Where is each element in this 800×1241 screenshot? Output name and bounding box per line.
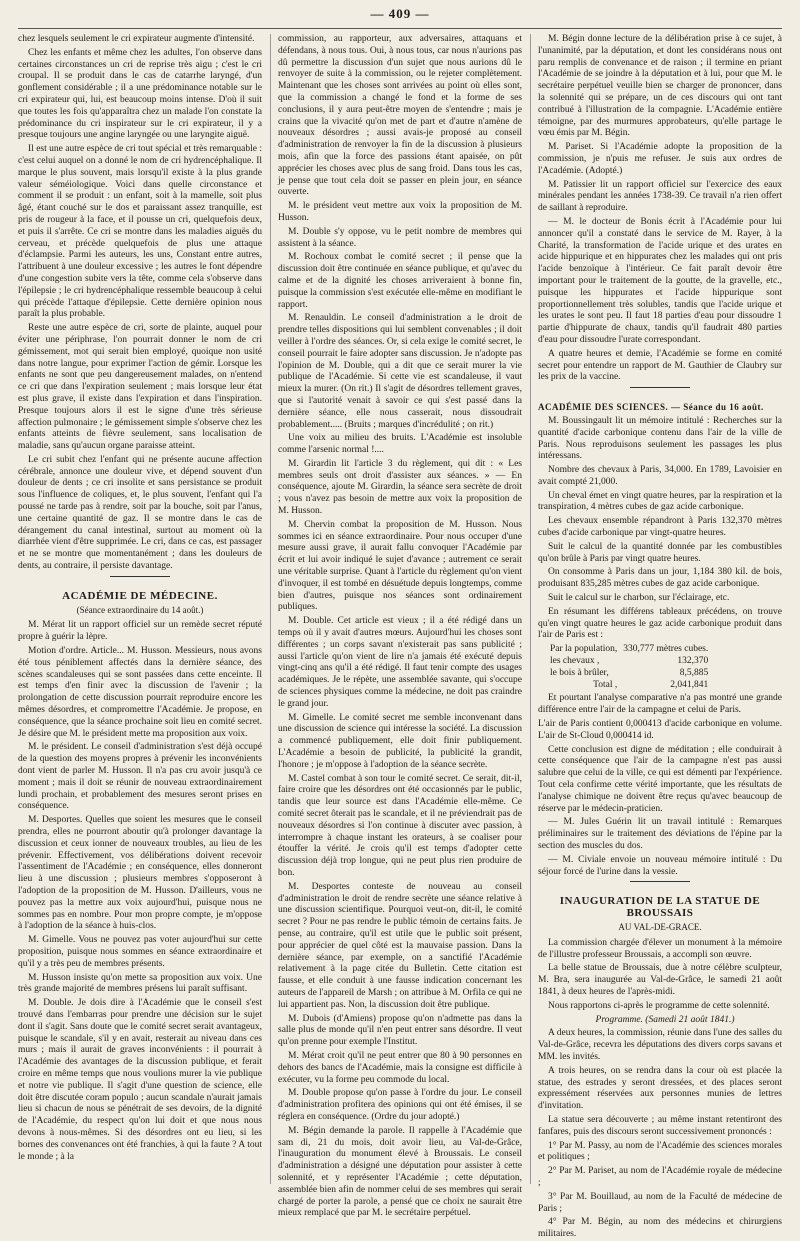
paragraph: A trois heures, on se rendra dans la cour où est placée la statue, des estrades y seront dressées, et des places seront expressément réservées aux personnes munies de lettres d'invitation. bbox=[538, 1065, 782, 1112]
header-rule bbox=[18, 28, 782, 29]
table-cell: Par la population, bbox=[550, 644, 618, 655]
programme-heading: Programme. (Samedi 21 août 1841.) bbox=[595, 1014, 735, 1025]
list-item: 3° Par M. Bouillaud, au nom de la Faculté de médecine de Paris ; bbox=[538, 1191, 782, 1214]
list-item: 4° Par M. Bégin, au nom des médecins et chirurgiens militaires. bbox=[538, 1217, 782, 1240]
section-title-inauguration: INAUGURATION DE LA STATUE DE BROUSSAIS bbox=[559, 895, 761, 920]
paragraph: Reste une autre espèce de cri, sorte de plainte, auquel pour éviter une périphrase, l'on pourrait donner le nom de cri gémissement, mot qui serait bien employé, quoique non usité dans notre langue, pour exprimer l'action de gémir. Lorsque les enfants ne sont que peu dangereusement malades, on n'entend ce cri que dans l'expiration seulement ; mais lorsque leur état est plus grave, il existe dans l'expiration et dans l'inspiration. Presque toujours alors il est le signe d'une très sérieuse affection pulmonaire ; le gémissement simple s'observe chez les enfants atteints de fièvre seulement, sans localisation de maladie, sans qu'aucun organe paraisse atteint. bbox=[18, 323, 262, 452]
paragraph: Les chevaux ensemble répandront à Paris 132,370 mètres cubes d'acide carbonique par vingt-quatre heures. bbox=[538, 516, 782, 539]
paragraph: M. Gimelle. Vous ne pouvez pas voter aujourd'hui sur cette proposition, puisque nous sommes en séance extraordinaire et qu'il y a très peu de membres présents. bbox=[18, 935, 262, 969]
paragraph: A quatre heures et demie, l'Académie se forme en comité secret pour entendre un rapport de M. Gauthier de Claubry sur les prix de la vaccine. bbox=[538, 348, 782, 383]
paragraph: M. Gimelle. Le comité secret me semble inconvenant dans une discussion de science qui intéresse la société. La discussion a commencé publiquement, elle doit finir publiquement. L'Académie a besoin de publicité, la publicité la grandit, l'honore ; je m'oppose à l'adoption de la séance secrète. bbox=[278, 712, 522, 770]
page-number: — 409 — bbox=[370, 6, 430, 21]
paragraph: — M. le docteur de Bonis écrit à l'Académie pour lui annoncer qu'il a constaté dans le service de M. Rayer, à la Charité, la transformation de l'acide urique et des urates en acide hippurique et en hippurates chez les malades qui ont pris l'acide benzoïque à l'intérieur. Ce fait paraît devoir être important pour le traitement de la goutte, de la gravelle, etc., puisque les hippurates et l'acide hippurique sont proportionnellement très solubles, tandis que l'acide urique et les urates le sont peu. Il faut 18 parties d'eau pour dissoudre 1 partie d'hippurate de chaux, tandis qu'il faudrait 480 parties d'eau pour dissoudre l'urate correspondant. bbox=[538, 216, 782, 345]
paragraph: Chez les enfants et même chez les adultes, l'on observe dans certaines circonstances un cri de reprise très aigu ; c'est le cri croupal. Il se produit dans le cas de catarrhe laryngé, d'un gonflement considérable ; il a une prédominance notable sur le cri expirateur qui, lui, est beaucoup moins intense. D'où il suit que toutes les fois qu'apparaîtra chez un malade l'on constate la prédominance du cri inspirateur sur le cri expirateur, il y a presque toujours une angine laryngée ou une laryngite aiguë. bbox=[18, 47, 262, 141]
paragraph: M. Desportes. Quelles que soient les mesures que le conseil prendra, elles ne pourront aboutir qu'à prolonger davantage la discussion et ceux ionner de nouveaux troubles, au lieu de les prévenir. Effectivement, vos délibérations doivent recevoir l'assentiment de l'Académie ; en conséquence, elles donneront lieu à une discussion ; plusieurs membres s'opposeront à l'adoption de la proposition de M. Husson. D'ailleurs, vous ne pouvez pas la mettre aux voix aujourd'hui, puisque nous ne sommes pas en nombre. Pour mon propre compte, je m'oppose à l'adoption de la séance à huis-clos. bbox=[18, 815, 262, 932]
paragraph: M. Dubois (d'Amiens) propose qu'on n'admette pas dans la salle plus de monde qu'il n'en peut entrer sans désordre. Il veut qu'on prenne pour exemple l'Institut. bbox=[278, 1013, 522, 1048]
paragraph: M. Husson insiste qu'on mette sa proposition aux voix. Une très grande majorité de membres présens lui paraît suffisant. bbox=[18, 972, 262, 995]
table-row bbox=[550, 644, 714, 656]
table-cell: 2,041,841 bbox=[670, 679, 709, 690]
paragraph: En résumant les différens tableaux précédens, on trouve qu'en vingt quatre heures le gaz acide carbonique produit dans l'air de Paris est : bbox=[538, 606, 782, 641]
paragraph: M. Chervin combat la proposition de M. Husson. Nous sommes ici en séance extraordinaire. Pour nous occuper d'une mesure aussi grave, il aurait fallu convoquer l'Académie par écrit et lui avoir indiqué le sujet d'avance ; autrement ce serait une véritable surprise. Quant à l'article du règlement qu'on vient d'invoquer, il est tombé en désuétude depuis longtemps, comme bien d'autres, puisque nos séances sont ordinairement publiques. bbox=[278, 519, 522, 613]
table-cell: 8,5,885 bbox=[679, 667, 709, 678]
paragraph: — M. Civiale envoie un nouveau mémoire intitulé : Du séjour forcé de l'urine dans la vessie. bbox=[538, 854, 782, 877]
table-cell: Total , bbox=[593, 679, 618, 690]
list-item: 2° Par M. Pariset, au nom de l'Académie royale de médecine ; bbox=[538, 1166, 782, 1188]
section-subtitle: (Séance extraordinaire du 14 août.) bbox=[76, 604, 204, 615]
paragraph: La statue sera découverte ; au même instant retentiront des fanfares, puis des discours seront successivement prononcés : bbox=[538, 1114, 782, 1137]
paragraph: M. Mérat lit un rapport officiel sur un remède secret réputé propre à guérir la lèpre. bbox=[18, 620, 262, 643]
paragraph: M. Castel combat à son tour le comité secret. Ce serait, dit-il, faire croire que les désordres ont été occasionnés par le public, tandis que leur source est dans l'Académie elle-même. Ce comité secret ôterait pas le scandale, et il ne préviendrait pas de nouveaux désordres si l'on continue à discuter avec passion, à interrompre à chaque instant les orateurs, à se coaliser pour étouffer la vérité. Je crois qu'il est temps d'adopter cette discussion déjà trop longue, qui ne peut plus rien produire de bon. bbox=[278, 773, 522, 878]
column-1 bbox=[18, 34, 262, 1188]
paragraph: M. Double. Cet article est vieux ; il a été rédigé dans un temps où il y avait d'autres mœurs. Aujourd'hui les choses sont différentes ; un corps savant n'existerait pas sans publicité ; aussi l'article qu'on vient de lire n'a jamais été exécuté depuis vingt-cinq ans qu'il a été rédigé. Il faut tenir compte des usages académiques. Je le répète, une assemblée savante, qui s'occupe de sciences physiques comme la médecine, ne doit pas craindre le grand jour. bbox=[278, 616, 522, 709]
table-cell: 132,370 bbox=[677, 656, 709, 667]
section-rule bbox=[110, 576, 170, 577]
column-divider bbox=[270, 34, 271, 1184]
paragraph: M. Double s'y oppose, vu le petit nombre de membres qui assistent à la séance. bbox=[278, 226, 522, 249]
paragraph: commission, au rapporteur, aux adversaires, attaquans et défendans, à nous tous. Oui, à nous tous, car nous n'aurions pas dû permettre la discussion d'un sujet que nous aurions dû le renvoyer de suite à la commission, ou le rejeter complètement. Maintenant que les choses sont arrivées au point où elles sont, que la commission a changé le fond et la forme de ses conclusions, il y aura peut-être moyen de s'entendre ; mais je crains que la vivacité qu'on met de part et d'autre n'amène de nouveaux désordres ; aussi avais-je proposé au conseil d'administration de renvoyer la fin de la discussion à plusieurs mois, afin que la force des passions étant apaisée, on pût apprécier les choses avec plus de sang froid. Dans tous les cas, je pense que tout cela doit se passer en plein jour, en séance ouverte. bbox=[278, 34, 522, 198]
paragraph: M. Mérat croit qu'il ne peut entrer que 80 à 90 personnes en dehors des bancs de l'Académie, mais la consigne est difficile à exécuter, vu la forme peu commode du local. bbox=[278, 1050, 522, 1085]
paragraph: Une voix au milieu des bruits. L'Académie est insoluble comme l'arsenic normal !.... bbox=[278, 433, 522, 456]
paragraph: M. Bégin donne lecture de la délibération prise à ce sujet, à l'unanimité, par la députation, et dont les considérans nous ont paru remplis de convenance et de raison ; il termine en priant l'Académie de se joindre à la députation et à lui, pour que M. le secrétaire perpétuel veuille bien se charger de prononcer, dans la solennité qui se prépare, un de ces discours qui ont tant contribué à l'illustration de la compagnie. L'Académie entière témoigne, par des murmures approbateurs, qu'elle partage le vœu émis par M. Bégin. bbox=[538, 34, 782, 139]
paragraph: chez lesquels seulement le cri expirateur augmente d'intensité. bbox=[18, 34, 255, 44]
paragraph: — M. Jules Guérin lit un travail intitulé : Remarques préliminaires sur le traitement des déviations de l'épine par la section des muscles du dos. bbox=[538, 817, 782, 851]
table-cell: 330,777 mètres cubes. bbox=[623, 644, 709, 655]
section-rule bbox=[630, 387, 690, 388]
paragraph: Cette conclusion est digne de méditation ; elle conduirait à cette conséquence que l'air de la campagne n'est pas aussi salubre que celui de la ville, ce qui est démenti par l'expérience. Tout cela confirme cette vérité importante, que les résultats de l'analyse chimique ne doivent être reçus qu'avec beaucoup de réserve par le médecin-praticien. bbox=[538, 744, 782, 814]
paragraph: Suit le calcul de la quantité donnée par les combustibles qu'on brûle à Paris par vingt quatre heures. bbox=[538, 541, 782, 564]
paragraph: M. le président. Le conseil d'administration s'est déjà occupé de la question des moyens propres à prévenir les inconvénients dont vient de parler M. Husson. Il n'a pas cru avoir jusqu'à ce moment ; mais il doit se réunir de nouveau extraordinairement lundi prochain, et probablement des mesures seront prises en conséquence. bbox=[18, 742, 262, 812]
table-row bbox=[550, 656, 714, 668]
paragraph: M. Rochoux combat le comité secret ; il pense que la discussion doit être continuée en séance publique, et qu'avec du calme et de la dignité les choses arriveraient à bonne fin, puisque la commission s'est exécutée elle-même en modifiant le rapport. bbox=[278, 252, 522, 310]
paragraph: M. le président veut mettre aux voix la proposition de M. Husson. bbox=[278, 201, 522, 223]
section-subtitle: AU VAL-DE-GRACE. bbox=[618, 921, 702, 932]
paragraph: Le cri subit chez l'enfant qui ne présente aucune affection cérébrale, annonce une douleur vive, et dépend souvent d'un douleur de dents ; ce cri insolite et sans persistance se produit sous l'influence de coliques, et, le plus souvent, l'enfant qui l'a poussé ne tarde pas à rendre, soit par la bouche, soit par l'anus, une certaine quantité de gaz. Il se montre dans le cas de dérangement du canal intestinal, surtout au moment où la diarrhée vient d'être supprimée. Le cri, dans ce cas, est passager et ne se montre que momentanément ; dans les douleurs de dents, au contraire, il persiste davantage. bbox=[18, 454, 262, 572]
paragraph: Motion d'ordre. Article... M. Husson. Messieurs, nous avons été tous péniblement affectés dans la dernière séance, des scènes scandaleuses qui se sont passées dans cette enceinte. Il est temps d'en finir avec la discussion de l'avenir ; la prolongation de cette discussion pourrait reproduire encore les mêmes désordres, et compromettre l'Académie. Je propose, en conséquence, que la séance prochaine soit lieu en comité secret. Je désire que M. le président mette ma proposition aux voix. bbox=[18, 646, 262, 739]
paragraph: Nous rapportons ci-après le programme de cette solennité. bbox=[548, 1000, 770, 1011]
paragraph: M. Double propose qu'on passe à l'ordre du jour. Le conseil d'administration profitera des opinions qui ont été émises, il se réglera en conséquence. (Ordre du jour adopté.) bbox=[278, 1088, 522, 1122]
paragraph: M. Boussingault lit un mémoire intitulé : Recherches sur la quantité d'acide carbonique contenu dans l'air de la ville de Paris. Nous reproduisons seulement les passages les plus intéressans. bbox=[538, 415, 782, 462]
column-divider bbox=[530, 34, 531, 1184]
paragraph: Il est une autre espèce de cri tout spécial et très remarquable : c'est celui auquel on a donné le nom de cri hydrencéphalique. Il marque le plus souvent, mais lorsqu'il existe à la plus grande valeur séméiologique. Voici dans quelle circonstance et comment il se produit : un enfant, soit à la mamelle, soit plus âgé, étant couché sur le dos et paraissant assez tranquille, est pris de rougeur à la face, et il pousse un cri, quelquefois deux, et puis il s'arrête. Ce cri se montre dans les maladies aiguës du cerveau, et précède quelquefois de plus une attaque d'éclampsie. Parmi les auteurs, les uns, Constant entre autres, l'attribuent à une douleur excessive ; les autres le font dépendre d'une congestion subite vers la tête, comme cela s'observe dans l'épilepsie ; le cri hydrencéphalique ressemble beaucoup à celui qui précède l'attaque d'épilepsie. Cette dernière opinion nous paraît la plus probable. bbox=[18, 144, 262, 320]
paragraph: M. Pariset. Si l'Académie adopte la proposition de la commission, je n'puis me refuser. Je suis aux ordres de l'Académie. (Adopté.) bbox=[538, 142, 782, 176]
paragraph: La commission chargée d'élever un monument à la mémoire de l'illustre professeur Broussais, a accompli son œuvre. bbox=[538, 937, 782, 960]
table-cell: les chevaux , bbox=[550, 656, 600, 667]
paragraph: M. Girardin lit l'article 3 du règlement, qui dit : « Les membres seuls ont droit d'assister aux séances. » — En conséquence, ajoute M. Girardin, la séance sera secrète de droit ; vous n'avez pas besoin de mettre aux voix la proposition de M. Husson. bbox=[278, 458, 522, 517]
column-2 bbox=[278, 34, 522, 1219]
paragraph: Suit le calcul sur le charbon, sur l'éclairage, etc. bbox=[548, 593, 730, 604]
table-cell: le bois à brûler, bbox=[550, 667, 609, 678]
paragraph: M. Bégin demande la parole. Il rappelle à l'Académie que sam di, 21 du mois, doit avoir lieu, au Val-de-Grâce, l'inauguration du monument élevé à Broussais. Le conseil d'administration a désigné une députation pour assister à cette solennité, et y représenter l'Académie ; cette députation, assemblée bien afin de nommer celui de ses membres qui serait chargé de porter la parole, a pensé que ce choix ne saurait être mieux remplacé que par M. le secrétaire perpétuel. bbox=[278, 1125, 522, 1219]
paragraph: Et pourtant l'analyse comparative n'a pas montré une grande différence entre l'air de la campagne et celui de Paris. bbox=[538, 693, 782, 716]
paragraph: L'air de Paris contient 0,000413 d'acide carbonique en volume. L'air de St-Cloud 0,000414 id. bbox=[538, 719, 782, 741]
paragraph: A deux heures, la commission, réunie dans l'une des salles du Val-de-Grâce, recevra les députations des divers corps savans et MM. les invités. bbox=[538, 1028, 782, 1062]
paragraph: M. Desportes conteste de nouveau au conseil d'administration le droit de rendre secrète une séance relative à une discussion scientifique. Pourquoi veut-on, dit-il, le comité secret ? Pour ne pas rendre le public témoin de certains faits. Je pense, au contraire, qu'il est utile que le public soit présent, pour apprécier de quel côté est la mauvaise passion. Dans la dernière séance, par exemple, on a sanctifié l'Académie relativement à la page citée du Bulletin. Cette citation est fausse, et elle conduit à une fausse indication concernant les auteurs de l'appareil de Marsh ; on attribue à M. Orfila ce qui ne lui appartient pas. Non, la discussion doit être publique. bbox=[278, 881, 522, 1010]
table-total-row bbox=[550, 680, 714, 692]
paragraph: M. Renauldin. Le conseil d'administration a le droit de prendre telles dispositions qui lui semblent convenables ; il doit veiller à l'ordre des séances. Or, si cela exige le comité secret, le conseil pourrait le faire adopter sans discussion. Je n'adopte pas l'opinion de M. Double, qui a dit que ce serait murer la vie publique de l'Académie. Si cette vie est scandaleuse, il vaut mieux la murer. (On rit.) Il s'agit de désordres tellement graves, que si l'autorité venait à savoir ce qui s'est passé dans la dernière séance, elle nous casserait, nous dissoudrait probablement..... (Bruits ; marques d'incrédulité ; on rit.) bbox=[278, 313, 522, 430]
section-title-medecine: ACADÉMIE DE MÉDECINE. bbox=[62, 589, 218, 602]
paragraph: On consomme à Paris dans un jour, 1,184 380 kil. de bois, produisant 835,285 mètres cubes de gaz acide carbonique. bbox=[538, 567, 782, 590]
paragraph: La belle statue de Broussais, due à notre célèbre sculpteur, M. Bra, sera inaugurée au Val-de-Grâce, le samedi 21 août 1841, à deux heures de l'après-midi. bbox=[538, 963, 782, 997]
paragraph: M. Double. Je dois dire à l'Académie que le conseil s'est trouvé dans l'embarras pour prendre une décision sur le sujet dont il s'agit. Sans doute que le comité secret serait avantageux, puisque le scandale, s'il y en avait, resterait au niveau dans ces murs ; mais il aurait de graves inconvénients : il pourrait à l'Académie des avantages de la discussion publique, et ferait croire en même temps que nous voulions murer la vie publique et notre vie publique. Il s'agit d'une question de science, elle doit être discutée coram populo ; aucun scandale n'aurait jamais lieu si chacun de nous se pénétrait de ses devoirs, de la dignité de l'Académie, du respect qu'on lui doit et que nous nous devons à nous-mêmes. Si des désordres ont eu lieu, si les bornes des convenances ont été franchies, à qui la faute ? A tout le monde ; à la bbox=[18, 998, 262, 1162]
paragraph: M. Patissier lit un rapport officiel sur l'exercice des eaux minérales pendant les années 1738-39. Ce travail n'a rien offert de saillant à reproduire. bbox=[538, 179, 782, 214]
section-title-sciences: ACADÉMIE DES SCIENCES. — Séance du 16 août. bbox=[538, 402, 764, 413]
section-rule bbox=[630, 881, 690, 882]
table-row bbox=[550, 668, 714, 680]
paragraph: Un cheval émet en vingt quatre heures, par la respiration et la transpiration, 4 mètres cubes de gaz acide carbonique. bbox=[538, 490, 782, 513]
list-item: 1° Par M. Passy, au nom de l'Académie des sciences morales et politiques ; bbox=[538, 1140, 782, 1163]
paragraph: Nombre des chevaux à Paris, 34,000. En 1789, Lavoisier en avait compté 21,000. bbox=[538, 465, 782, 487]
column-3 bbox=[538, 34, 782, 1240]
co2-table bbox=[550, 644, 714, 691]
